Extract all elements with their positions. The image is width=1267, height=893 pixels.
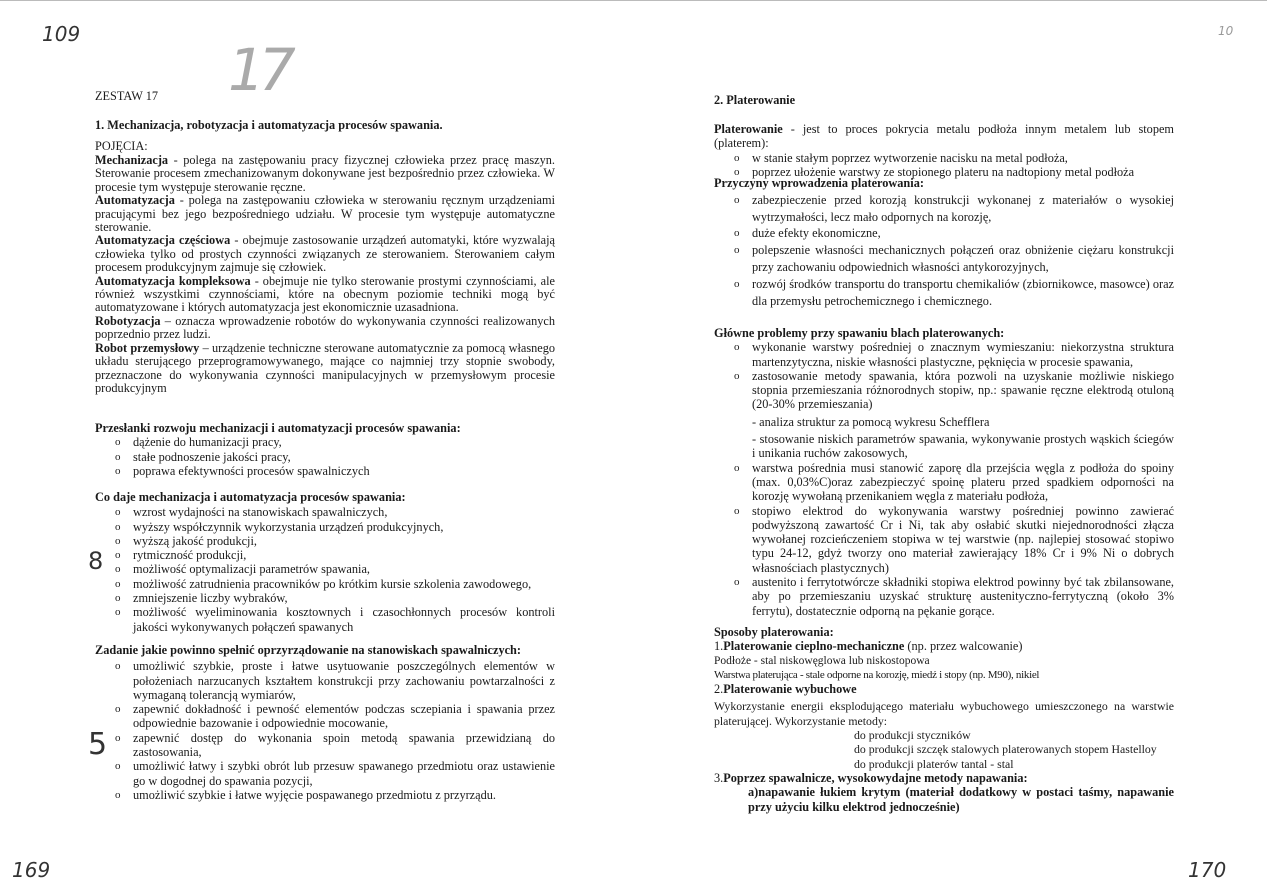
tasks-section [95,643,555,802]
section-heading: 1. Mechanizacja, robotyzacja i automatyzacja procesów spawania. [95,118,443,132]
text [714,122,1174,151]
reasons-section [714,175,1174,309]
text [714,340,1174,411]
list-item: o zmniejszenie liczby wybraków, [95,591,555,605]
method-2 [714,682,1174,696]
list-item: o wyższą jakość produkcji, [95,534,555,548]
definitions [95,154,555,395]
premises-title: Przesłanki rozwoju mechanizacji i automatyzacji procesów spawania: [95,421,461,435]
definition [95,154,555,194]
reasons-title: Przyczyny wprowadzenia platerowania: [714,176,924,190]
text: – urządzenie techniczne sterowane automatycznie za pomocą własnego układu sterującego przeprogramowywanego, mające co najmniej trzy stopnie swobody, przeznaczone do wykonywania czynności manipulacyjnych w przemysłowym procesie produkcyjnym [95,340,556,395]
method-2-use: do produkcji szczęk stalowych platerowanych stopem Hastelloy [854,742,1157,757]
note: - analiza struktur za pomocą wykresu Schefflera [752,414,990,429]
bold-term: Platerowanie [714,122,783,136]
list-item: o umożliwić szybkie, proste i łatwe usytuowanie poszczególnych elementów w położeniach narzucanych kształtem konstrukcji przy zachowaniu powtarzalności z wymaganą tolerancją wymiarów, [95,659,555,702]
bold-term: Platerowanie wybuchowe [723,682,857,697]
list-item: o polepszenie własności mechanicznych połączeń oraz obniżenie ciężaru konstrukcji przy zachowaniu odpowiednich własności antykorozyjnych, [714,242,1174,276]
set-title: ZESTAW 17 [95,89,159,103]
bold-term: Platerowanie cieplno-mechaniczne [723,639,905,654]
method-1-base: Podłoże - stal niskowęglowa lub niskostopowa [714,654,930,667]
text: - polega na zastępowaniu pracy fizycznej człowieka przez pracę maszyn. Sterowanie procesem zmechanizowanym dokonywane jest bezpośrednio przez człowieka. W procesie tym występuje sterowanie ręczne. [95,153,555,194]
definition [95,342,555,396]
method-2-use: do produkcji styczników [854,728,971,743]
bold-term: Robotyzacja [95,313,161,328]
handwritten-count: 5 [88,727,108,762]
list-item: o poprzez ułożenie warstwy ze stopionego plateru na nadtopiony metal podłoża [714,165,1174,179]
premises-section [95,421,555,478]
tasks-title: Zadanie jakie powinno spełnić oprzyrządowanie na stanowiskach spawalniczych: [95,643,521,657]
method-2-use: do produkcji platerów tantal - stal [854,756,1014,771]
list-item: o stopiwo elektrod do wykonywania warstwy pośredniej powinno zawierać podwyższoną zawartość Cr i Ni, tak aby osłabić skutki niejednorodności złącza wywołanej rozcieńczeniem stopiwa w tej warstwie (np. najlepiej stosować stopiwo typu 24-12, gdyż tworzy ono materiał zawierający 18% Cr i 9% Ni o dobrych własnościach plastycznych) [714,504,1174,575]
text [714,461,1174,618]
text: - jest to proces pokrycia metalu podłoża innym metalem lub stopem (platerem): [714,122,1174,151]
list-item: o możliwość zatrudnienia pracowników po krótkim kursie szkolenia zawodowego, [95,577,555,591]
list-item: o dążenie do humanizacji pracy, [95,435,555,449]
definition [95,275,555,315]
text: - obejmuje zastosowanie urządzeń automatyki, które wyzwalają człowieka tylko od prostych czynności związanych ze sterowaniem. Sterowaniem całym procesem produkcyjnym zajmuje się człowiek. [95,233,555,275]
handwritten-count: 8 [88,547,104,575]
handwritten-stamp: 17 [228,36,290,104]
text: 3. [714,770,724,785]
text [95,659,555,802]
list-item: o rytmiczność produkcji, [95,548,555,562]
list-item: o umożliwić szybkie i łatwe wyjęcie pospawanego przedmiotu z przyrządu. [95,788,555,802]
list-item: o zapewnić dokładność i pewność elementów podczas sczepiania i spawania przez odpowiednie bazowanie i odpowiednie mocowanie, [95,702,555,731]
definition [95,234,555,274]
handwritten-page-number: 170 [1188,858,1227,882]
benefits-section [95,490,555,634]
note: - stosowanie niskich parametrów spawania, wykonywanie prostych wąskich ściegów i unikania ruchów zakosowych, [752,432,1174,461]
method-1 [714,639,1174,653]
definition [95,194,555,234]
methods-title: Sposoby platerowania: [714,625,834,639]
section-heading: 2. Platerowanie [714,93,796,107]
methods-section [714,625,1174,814]
bold-term: Mechanizacja [95,153,169,167]
list-item: o zabezpieczenie przed korozją konstrukcji wykonanej z materiałów o wysokiej wytrzymałości, lecz mało odpornych na korozję, [714,192,1174,226]
method-1-layer: Warstwa platerująca - stale odporne na korozję, miedź i stopy (np. M90), nikiel [714,668,1040,681]
text: - polega na zastępowaniu człowieka w sterowaniu ręcznym urządzeniami pracującymi bez jego bezpośredniego udziału. W procesie tym występuje automatyczne sterowanie. [95,193,555,235]
list-item: o rozwój środków transportu do transportu chemikaliów (zbiornikowce, masowce) oraz dla przemysłu petrochemicznego i chemicznego. [714,276,1174,310]
benefits-title: Co daje mechanizacja i automatyzacja procesów spawania: [95,490,406,504]
text [95,435,555,478]
list-item: o w stanie stałym poprzez wytworzenie nacisku na metal podłoża, [714,151,1174,165]
text: 2. [714,682,724,697]
list-item: o zastosowanie metody spawania, która pozwoli na uzyskanie możliwie niskiego stopnia przemieszania różnorodnych stopiw, np.: spawanie ręczne elektrodą otuloną (20-30% przemieszania) [714,369,1174,412]
list-item: o warstwa pośrednia musi stanowić zaporę dla przejścia węgla z podłoża do spoiny (max. 0,03%C)oraz zabezpieczyć spoinę plateru przed spadkiem odporności na korozję wywołaną przenikaniem węgla z materiału podłoża, [714,461,1174,504]
list-item: o możliwość optymalizacji parametrów spawania, [95,562,555,576]
bold-term: Poprzez spawalnicze, wysokowydajne metody napawania: [723,770,1028,785]
problems-title: Główne problemy przy spawaniu blach platerowanych: [714,326,1005,340]
scan-edge [0,0,1267,1]
list-item: o austenito i ferrytotwórcze składniki stopiwa elektrod powinny być tak zbilansowane, aby po przemieszaniu uzyskać strukturę austenityczno-ferrytyczną (około 3% ferrytu), dostatecznie odporną na pękanie gorące. [714,575,1174,618]
list-item: o duże efekty ekonomiczne, [714,225,1174,242]
plating-definition [714,122,1174,179]
list-item: o umożliwić łatwy i szybki obrót lub przesuw spawanego przedmiotu oraz ustawienie go w dogodnej do spawania pozycji, [95,759,555,788]
list-item: o wzrost wydajności na stanowiskach spawalniczych, [95,505,555,519]
method-3 [714,771,1174,785]
text: – oznacza wprowadzenie robotów do wykonywania czynności realizowanych poprzednio przez ludzi. [95,313,555,342]
text [714,192,1174,310]
text: (np. przez walcowanie) [904,639,1023,654]
list-item: o zapewnić dostęp do wykonania spoin metodą spawania przewidzianą do zastosowania, [95,731,555,760]
list-item: o stałe podnoszenie jakości pracy, [95,450,555,464]
handwritten-page-number: 109 [42,22,81,46]
method-3a: a)napawanie łukiem krytym (materiał dodatkowy w postaci taśmy, napawanie przy użyciu kilku elektrod jednocześnie) [748,785,1174,814]
list-item: o wykonanie warstwy pośredniej o znacznym wymieszaniu: niekorzystna struktura martenzytyczna, niskie własności plastyczne, pęknięcia w procesie spawania, [714,340,1174,369]
method-2-text: Wykorzystanie energii eksplodującego materiału wybuchowego umieszczonego na warstwie platerującej. Wykorzystanie metody: [714,699,1174,728]
list-item: o możliwość wyeliminowania kosztownych i czasochłonnych procesów kontroli jakości wykonywanych połączeń spawanych [95,605,555,634]
concepts-label: POJĘCIA: [95,139,148,153]
definition [95,315,555,342]
problems-section [714,326,1174,618]
bold-term: Robot przemysłowy [95,340,200,355]
text: - obejmuje nie tylko sterowanie prostymi czynnościami, ale również wszystkimi czynnościami, które na obecnym poziomie techniki mogą być automatyzowane i których automatyzacja jest ekonomicznie uzasadniona. [95,273,555,315]
text [95,505,555,634]
bold-term: Automatyzacja kompleksowa [95,273,251,288]
text: 1. [714,639,724,654]
handwritten-page-number: 169 [12,858,51,882]
bold-term: Automatyzacja częściowa [95,233,231,248]
handwritten-page-number: 10 [1218,24,1234,38]
bold-term: Automatyzacja [95,193,175,208]
list-item: o poprawa efektywności procesów spawalniczych [95,464,555,478]
list-item: o wyższy współczynnik wykorzystania urządzeń produkcyjnych, [95,520,555,534]
